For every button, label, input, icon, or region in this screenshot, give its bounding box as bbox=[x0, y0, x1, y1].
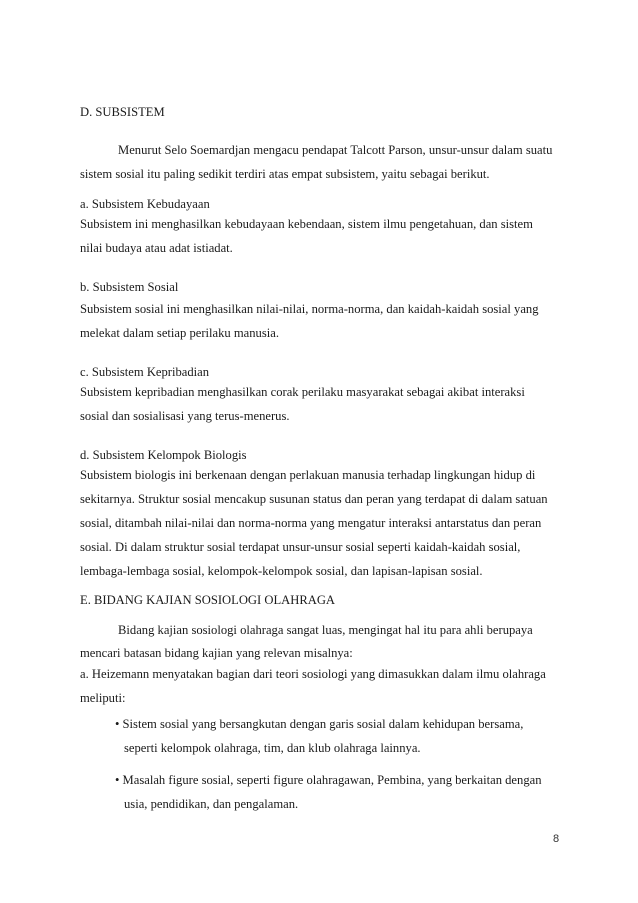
subsection-kepribadian-line-2: sosial dan sosialisasi yang terus-menerus. bbox=[80, 409, 290, 423]
heizemann-line-1: a. Heizemann menyatakan bagian dari teori sosiologi yang dimasukkan dalam ilmu olahraga bbox=[80, 667, 546, 681]
subsection-biologis-title: d. Subsistem Kelompok Biologis bbox=[80, 448, 247, 462]
subsection-kebudayaan-line-1: Subsistem ini menghasilkan kebudayaan kebendaan, sistem ilmu pengetahuan, dan sistem bbox=[80, 217, 533, 231]
subsection-biologis-line-2: sekitarnya. Struktur sosial mencakup susunan status dan peran yang terdapat di dalam satuan bbox=[80, 492, 548, 506]
subsection-biologis-line-1: Subsistem biologis ini berkenaan dengan perlakuan manusia terhadap lingkungan hidup di bbox=[80, 468, 536, 482]
section-d-heading: D. SUBSISTEM bbox=[80, 105, 165, 119]
section-e-intro-line-1: Bidang kajian sosiologi olahraga sangat luas, mengingat hal itu para ahli berupaya bbox=[118, 623, 533, 637]
subsection-kebudayaan-title: a. Subsistem Kebudayaan bbox=[80, 197, 210, 211]
bullet-item-1-first: • Sistem sosial yang bersangkutan dengan garis sosial dalam kehidupan bersama, bbox=[115, 717, 524, 731]
subsection-biologis-line-3: sosial, ditambah nilai-nilai dan norma-norma yang mengatur interaksi antarstatus dan peran bbox=[80, 516, 542, 530]
subsection-sosial-line-2: melekat dalam setiap perilaku manusia. bbox=[80, 326, 279, 340]
section-d-intro-line-1: Menurut Selo Soemardjan mengacu pendapat Talcott Parson, unsur-unsur dalam suatu bbox=[118, 143, 553, 157]
subsection-biologis-line-4: sosial. Di dalam struktur sosial terdapat unsur-unsur sosial seperti kaidah-kaidah sosial, bbox=[80, 540, 521, 554]
heizemann-line-2: meliputi: bbox=[80, 691, 126, 705]
subsection-sosial-line-1: Subsistem sosial ini menghasilkan nilai-nilai, norma-norma, dan kaidah-kaidah sosial yang bbox=[80, 302, 539, 316]
subsection-kebudayaan-line-2: nilai budaya atau adat istiadat. bbox=[80, 241, 233, 255]
subsection-biologis-line-5: lembaga-lembaga sosial, kelompok-kelompok sosial, dan lapisan-lapisan sosial. bbox=[80, 564, 483, 578]
bullet-item-2-first: • Masalah figure sosial, seperti figure olahragawan, Pembina, yang berkaitan dengan bbox=[115, 773, 542, 787]
section-e-heading: E. BIDANG KAJIAN SOSIOLOGI OLAHRAGA bbox=[80, 593, 336, 607]
subsection-kepribadian-line-1: Subsistem kepribadian menghasilkan corak perilaku masyarakat sebagai akibat interaksi bbox=[80, 385, 525, 399]
subsection-sosial-title: b. Subsistem Sosial bbox=[80, 280, 179, 294]
subsection-kepribadian-title: c. Subsistem Kepribadian bbox=[80, 365, 210, 379]
page-number: 8 bbox=[553, 833, 560, 845]
section-e-intro-line-2: mencari batasan bidang kajian yang relevan misalnya: bbox=[80, 646, 353, 660]
bullet-item-2-rest: usia, pendidikan, dan pengalaman. bbox=[124, 797, 299, 811]
bullet-item-1-rest: seperti kelompok olahraga, tim, dan klub olahraga lainnya. bbox=[124, 741, 421, 755]
section-d-intro-line-2: sistem sosial itu paling sedikit terdiri atas empat subsistem, yaitu sebagai berikut. bbox=[80, 167, 490, 181]
